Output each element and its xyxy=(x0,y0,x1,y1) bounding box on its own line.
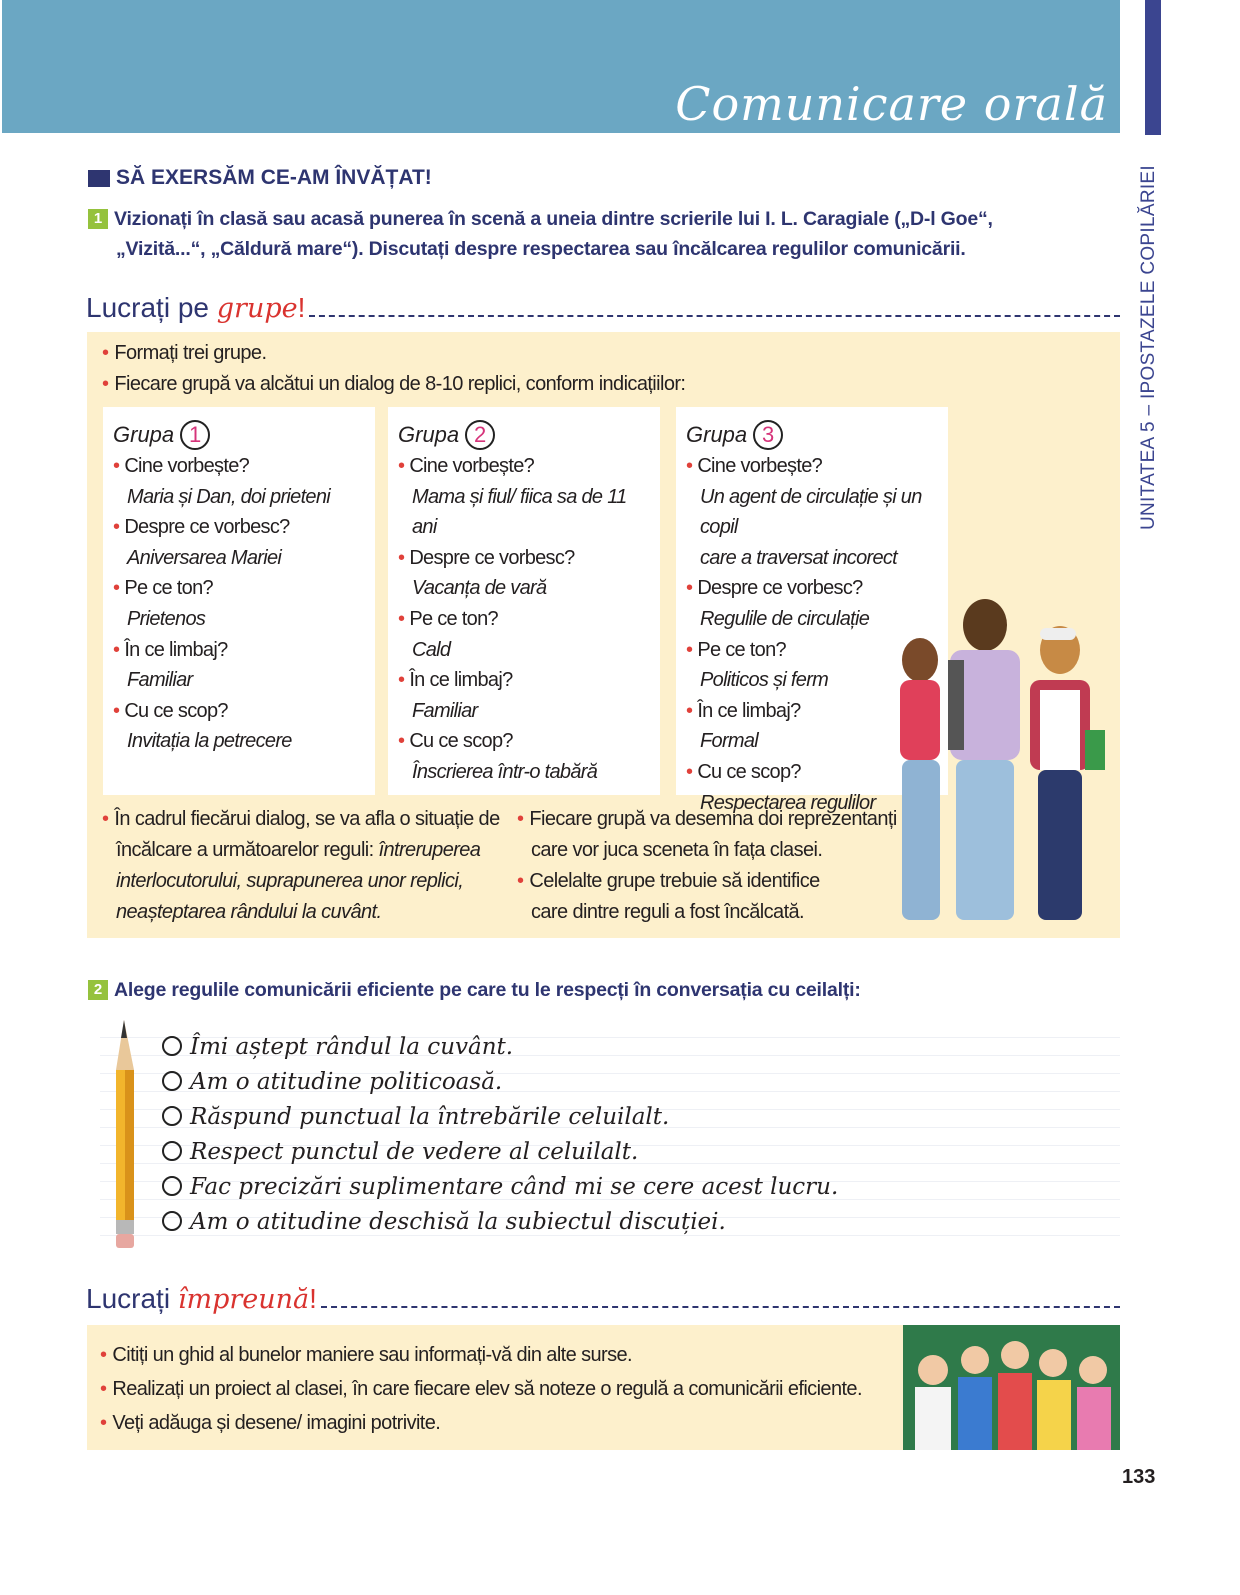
list-item: • Veți adăuga și desene/ imagini potrivite. xyxy=(100,1412,441,1434)
group-answer: Familiar xyxy=(412,699,478,722)
checklist-item[interactable] xyxy=(162,1065,502,1100)
radio-circle-icon[interactable] xyxy=(162,1036,182,1056)
task-number-badge: 2 xyxy=(88,980,108,1000)
task-number-badge: 1 xyxy=(88,209,108,229)
section-title: SĂ EXERSĂM CE-AM ÎNVĂȚAT! xyxy=(116,166,432,189)
checklist-item[interactable] xyxy=(162,1030,513,1065)
group-question: • Cine vorbește? xyxy=(113,455,250,477)
page-title: Comunicare orală xyxy=(675,77,1108,131)
group-answer: care a traversat incorect xyxy=(700,546,898,569)
radio-circle-icon[interactable] xyxy=(162,1106,182,1126)
group-answer: Vacanța de vară xyxy=(412,577,547,600)
heading-script: împreună xyxy=(177,1284,310,1315)
radio-circle-icon[interactable] xyxy=(162,1071,182,1091)
groups-intro xyxy=(102,338,685,400)
group-question: • În ce limbaj? xyxy=(686,699,801,722)
heading-text: Lucrați xyxy=(86,1283,178,1314)
group-number-badge: 1 xyxy=(180,420,210,450)
checklist-item[interactable] xyxy=(162,1100,669,1135)
checklist-label: Am o atitudine deschisă la subiectul discuției. xyxy=(190,1209,726,1235)
group-number-badge: 3 xyxy=(753,420,783,450)
list-item-cont: interlocutorului, suprapunerea unor replici, xyxy=(116,870,464,892)
unit-label: UNITATEA 5 – IPOSTAZELE COPILĂRIEI xyxy=(1138,165,1159,530)
task-1 xyxy=(88,204,1118,264)
group-heading: Grupa 2 xyxy=(398,419,650,451)
group-question: • Despre ce vorbesc? xyxy=(113,516,290,539)
radio-circle-icon[interactable] xyxy=(162,1176,182,1196)
list-item-cont: încălcare a următoarelor reguli: întreruperea xyxy=(116,839,481,861)
page-number: 133 xyxy=(1122,1466,1156,1488)
section-heading xyxy=(88,166,432,190)
list-item-cont: care dintre reguli a fost încălcată. xyxy=(531,901,804,923)
checklist-item[interactable] xyxy=(162,1170,838,1205)
group-card-1 xyxy=(103,407,375,795)
group-question: • Cu ce scop? xyxy=(113,699,228,722)
task-2 xyxy=(88,975,861,1005)
group-answer: Prietenos xyxy=(127,607,206,630)
list-item-cont: neașteptarea rândului la cuvânt. xyxy=(116,901,382,923)
group-answer: Familiar xyxy=(127,669,193,692)
group-question: • Cine vorbește? xyxy=(398,455,535,477)
dashed-line xyxy=(309,315,1120,317)
task-text: Vizionați în clasă sau acasă punerea în scenă a uneia dintre scrierile lui I. L. Caragiale („D-l Goe“, xyxy=(114,208,993,230)
group-answer: Mama și fiul/ fiica sa de 11 ani xyxy=(412,485,627,539)
group-question: • Pe ce ton? xyxy=(113,577,213,600)
heading-excl: ! xyxy=(309,1283,317,1314)
list-item: • Fiecare grupă va desemna doi reprezentanți xyxy=(517,808,897,830)
notes-right xyxy=(517,804,897,928)
notes-left xyxy=(102,804,500,928)
task-text: Alege regulile comunicării eficiente pe care tu le respecți în conversația cu ceilalți: xyxy=(114,979,861,1001)
square-icon xyxy=(88,170,110,187)
group-answer: Formal xyxy=(700,730,759,753)
list-item: • Formați trei grupe. xyxy=(102,342,267,364)
group-answer: Cald xyxy=(412,638,451,661)
group-number-badge: 2 xyxy=(465,420,495,450)
header-band xyxy=(2,0,1120,133)
list-item: • Fiecare grupă va alcătui un dialog de 8-10 replici, conform indicațiilor: xyxy=(102,373,686,395)
group-question: • Despre ce vorbesc? xyxy=(398,546,575,569)
together-heading xyxy=(86,1283,1120,1315)
pencil-icon xyxy=(112,1020,148,1250)
list-item-cont: care vor juca sceneta în fața clasei. xyxy=(531,839,823,861)
together-list xyxy=(100,1338,862,1440)
group-question: • Cu ce scop? xyxy=(686,760,801,783)
heading-excl: ! xyxy=(297,292,306,323)
group-answer: Maria și Dan, doi prieteni xyxy=(127,485,331,508)
radio-circle-icon[interactable] xyxy=(162,1211,182,1231)
checklist-item[interactable] xyxy=(162,1135,638,1170)
group-answer: Respectarea regulilor xyxy=(700,791,876,814)
group-heading: Grupa 1 xyxy=(113,419,365,451)
checklist-label: Am o atitudine politicoasă. xyxy=(190,1069,503,1095)
groups-heading xyxy=(86,292,1120,324)
checklist-label: Îmi aștept rândul la cuvânt. xyxy=(190,1034,514,1060)
group-answer: Aniversarea Mariei xyxy=(127,546,282,569)
group-answer: Regulile de circulație xyxy=(700,607,870,630)
group-question: • În ce limbaj? xyxy=(113,638,228,661)
task-text: „Vizită...“, „Căldură mare“). Discutați despre respectarea sau încălcarea regulilor comunicării. xyxy=(116,238,966,260)
list-item: • Realizați un proiect al clasei, în care fiecare elev să noteze o regulă a comunicării eficiente. xyxy=(100,1378,862,1400)
heading-script: grupe xyxy=(216,293,298,324)
heading-text: Lucrați pe xyxy=(86,292,217,323)
group-answer: Un agent de circulație și un copil xyxy=(700,485,922,539)
students-illustration xyxy=(880,590,1120,935)
unit-bar xyxy=(1145,0,1161,135)
checklist-label: Fac precizări suplimentare când mi se cere acest lucru. xyxy=(190,1174,839,1200)
group-question: • Cu ce scop? xyxy=(398,730,513,753)
group-question: • În ce limbaj? xyxy=(398,669,513,692)
group-answer: Înscrierea într-o tabără xyxy=(412,760,598,783)
group-question: • Pe ce ton? xyxy=(398,607,498,630)
group-answer: Politicos și ferm xyxy=(700,669,829,692)
group-heading: Grupa 3 xyxy=(686,419,938,451)
group-question: • Cine vorbește? xyxy=(686,455,823,477)
list-item: • În cadrul fiecărui dialog, se va afla o situație de xyxy=(102,808,500,830)
checklist-label: Răspund punctual la întrebările celuilalt. xyxy=(190,1104,670,1130)
group-answer: Invitația la petrecere xyxy=(127,730,292,753)
group-question: • Pe ce ton? xyxy=(686,638,786,661)
children-photo xyxy=(903,1325,1120,1450)
checklist-item[interactable] xyxy=(162,1205,726,1240)
list-item: • Celelalte grupe trebuie să identifice xyxy=(517,870,820,892)
group-card-2 xyxy=(388,407,660,795)
checklist-label: Respect punctul de vedere al celuilalt. xyxy=(190,1139,639,1165)
dashed-line xyxy=(321,1306,1120,1308)
group-question: • Despre ce vorbesc? xyxy=(686,577,863,600)
list-item: • Citiți un ghid al bunelor maniere sau informați-vă din alte surse. xyxy=(100,1344,632,1366)
radio-circle-icon[interactable] xyxy=(162,1141,182,1161)
